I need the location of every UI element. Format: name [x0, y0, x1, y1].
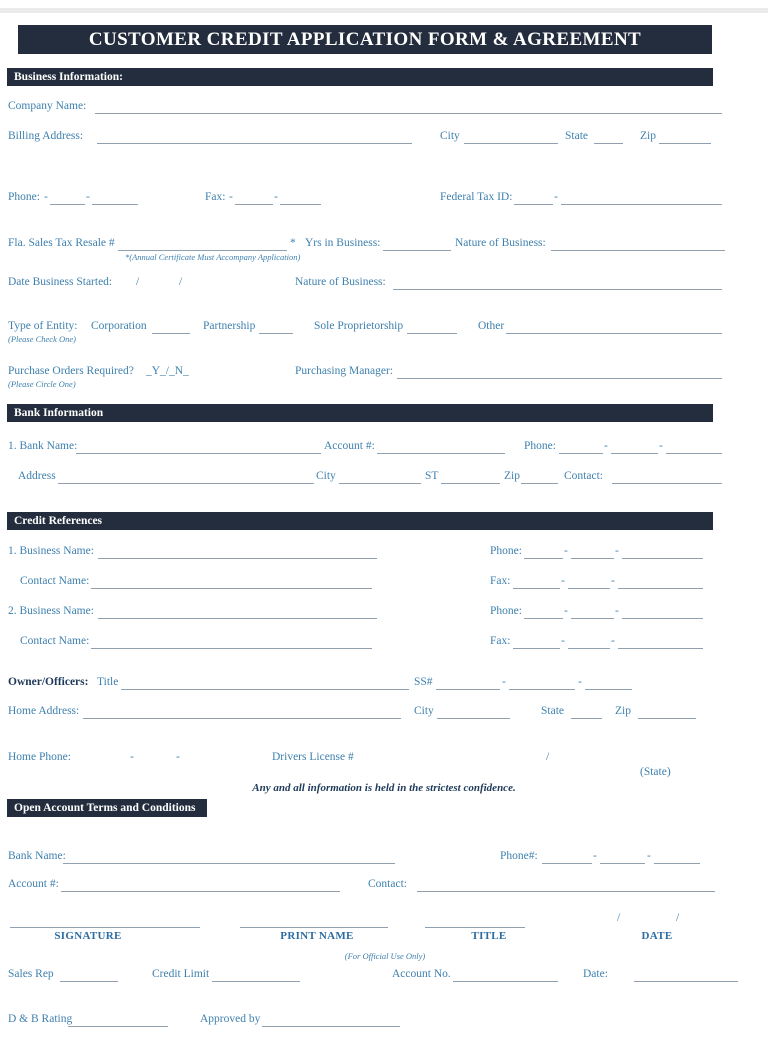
contact-name-2-input-line[interactable]: [91, 648, 372, 649]
title-caption: TITLE: [471, 930, 507, 942]
section-header-open-account-terms: Open Account Terms and Conditions: [7, 799, 207, 817]
official-use-row: [0, 951, 768, 968]
fla-resale-label: Fla. Sales Tax Resale #: [8, 237, 115, 249]
db-rating-input-line[interactable]: [68, 1026, 168, 1027]
city-label: City: [414, 705, 434, 717]
asterisk-mark: *: [290, 237, 296, 249]
phone-label: Phone:: [8, 191, 40, 203]
ref1-phone-input-line[interactable]: [622, 558, 703, 559]
ss-number-input-line[interactable]: [509, 689, 575, 690]
contact-label: Contact:: [564, 470, 603, 482]
slash-separator: /: [179, 276, 183, 288]
company-name-input-line[interactable]: [95, 113, 722, 114]
dash-separator: -: [564, 545, 568, 557]
credit-limit-input-line[interactable]: [212, 981, 300, 982]
page-title: CUSTOMER CREDIT APPLICATION FORM & AGREEMENT: [18, 25, 712, 54]
zip-input-line[interactable]: [659, 143, 711, 144]
dash-separator: -: [229, 191, 233, 203]
date-input-line[interactable]: [634, 981, 738, 982]
type-of-entity-label: Type of Entity:: [8, 320, 78, 332]
dash-separator: -: [44, 191, 48, 203]
bank-city-input-line[interactable]: [339, 483, 421, 484]
bank-phone-input-line[interactable]: [666, 453, 722, 454]
title-label: Title: [97, 676, 119, 688]
official-use-note: (For Official Use Only): [344, 951, 426, 961]
dash-separator: -: [611, 575, 615, 587]
other-label: Other: [478, 320, 505, 332]
phone-label: Phone:: [490, 545, 522, 557]
company-name-row: [0, 100, 768, 117]
date-caption: DATE: [641, 930, 673, 942]
bank-address-row: [0, 470, 768, 487]
ss-number-input-line[interactable]: [436, 689, 500, 690]
db-rating-row: [0, 1013, 768, 1030]
approved-by-input-line[interactable]: [262, 1026, 400, 1027]
signature-caption: SIGNATURE: [54, 930, 122, 942]
dash-separator: -: [561, 635, 565, 647]
city-input-line[interactable]: [464, 143, 558, 144]
credit-limit-label: Credit Limit: [152, 968, 210, 980]
slash-separator: /: [136, 276, 140, 288]
city-label: City: [316, 470, 336, 482]
section-header-credit-references: Credit References: [7, 512, 713, 530]
bank-zip-input-line[interactable]: [521, 483, 558, 484]
section-header-bank-information: Bank Information: [7, 404, 713, 422]
db-rating-label: D & B Rating: [8, 1013, 73, 1025]
scan-artifact-strip: [0, 8, 768, 13]
please-check-one-note: (Please Check One): [8, 334, 76, 344]
ss-number-label: SS#: [414, 676, 433, 688]
nature-of-business-label: Nature of Business:: [455, 237, 546, 249]
signature-labels-row: [0, 930, 768, 947]
bank-address-input-line[interactable]: [58, 483, 314, 484]
please-circle-one-note: (Please Circle One): [8, 379, 76, 389]
dash-separator: -: [564, 605, 568, 617]
billing-address-row: [0, 130, 768, 147]
ref2-fax-input-line[interactable]: [513, 648, 560, 649]
owner-officers-row: [0, 676, 768, 693]
fla-resale-input-line[interactable]: [118, 250, 287, 251]
bank-name-label: Bank Name:: [8, 850, 66, 862]
sales-rep-input-line[interactable]: [60, 981, 118, 982]
ref1-phone-input-line[interactable]: [571, 558, 614, 559]
ref2-fax-input-line[interactable]: [618, 648, 703, 649]
billing-address-input-line[interactable]: [97, 143, 412, 144]
open-phone-input-line[interactable]: [542, 863, 592, 864]
company-name-label: Company Name:: [8, 100, 87, 112]
state-input-line[interactable]: [594, 143, 623, 144]
yrs-in-business-input-line[interactable]: [383, 250, 451, 251]
home-address-row: [0, 705, 768, 722]
state-paren-label: (State): [640, 766, 671, 778]
billing-address-label: Billing Address:: [8, 130, 84, 142]
dash-separator: -: [561, 575, 565, 587]
federal-tax-id-input-line[interactable]: [561, 204, 722, 205]
contact-name-label: Contact Name:: [20, 575, 90, 587]
slash-separator: /: [546, 751, 550, 763]
dash-separator: -: [554, 191, 558, 203]
state-paren-row: [0, 766, 768, 783]
phone-input-line[interactable]: [50, 204, 85, 205]
address-label: Address: [18, 470, 56, 482]
corporation-label: Corporation: [91, 320, 147, 332]
open-bank-name-input-line[interactable]: [63, 863, 395, 864]
sales-rep-row: [0, 968, 768, 985]
owner-title-input-line[interactable]: [121, 689, 409, 690]
zip-label: Zip: [615, 705, 631, 717]
contact-name-1-input-line[interactable]: [91, 588, 372, 589]
section-header-business-information: Business Information:: [7, 68, 713, 86]
nature-of-business-input-line[interactable]: [551, 250, 725, 251]
phone-fax-taxid-row: [0, 191, 768, 208]
dash-separator: -: [593, 850, 597, 862]
contact-label: Contact:: [368, 878, 407, 890]
ref2-phone-input-line[interactable]: [524, 618, 563, 619]
dash-separator: -: [615, 545, 619, 557]
account-no-input-line[interactable]: [453, 981, 558, 982]
dash-separator: -: [130, 751, 134, 763]
home-state-input-line[interactable]: [571, 718, 602, 719]
account-number-label: Account #:: [8, 878, 59, 890]
business-name-1-label: 1. Business Name:: [8, 545, 94, 557]
city-label: City: [440, 130, 460, 142]
account-number-label: Account #:: [324, 440, 375, 452]
home-city-input-line[interactable]: [437, 718, 510, 719]
nature-of-business-input-line[interactable]: [393, 289, 722, 290]
bank-st-input-line[interactable]: [441, 483, 500, 484]
open-phone-input-line[interactable]: [654, 863, 700, 864]
phone-input-line[interactable]: [92, 204, 138, 205]
sales-rep-label: Sales Rep: [8, 968, 54, 980]
confidence-note: Any and all information is held in the strictest confidence.: [252, 782, 516, 794]
home-zip-input-line[interactable]: [638, 718, 696, 719]
ref1-phone-input-line[interactable]: [524, 558, 563, 559]
fax-label: Fax:: [205, 191, 226, 203]
bank-name-input-line[interactable]: [76, 453, 321, 454]
bank-phone-input-line[interactable]: [559, 453, 603, 454]
signature-lines-row: [0, 914, 768, 931]
home-address-label: Home Address:: [8, 705, 80, 717]
federal-tax-id-label: Federal Tax ID:: [440, 191, 513, 203]
phone-label: Phone:: [524, 440, 556, 452]
title-input-line[interactable]: [425, 927, 525, 928]
print-name-input-line[interactable]: [240, 927, 388, 928]
business-name-1-input-line[interactable]: [98, 558, 377, 559]
credit-ref-1-contact-row: [0, 575, 768, 592]
contact-name-label: Contact Name:: [20, 635, 90, 647]
account-number-input-line[interactable]: [377, 453, 505, 454]
open-account-bank-row: [0, 850, 768, 867]
dash-separator: -: [647, 850, 651, 862]
fax-label: Fax:: [490, 575, 511, 587]
open-phone-input-line[interactable]: [600, 863, 645, 864]
dash-separator: -: [176, 751, 180, 763]
phone-number-label: Phone#:: [500, 850, 538, 862]
date-started-row: [0, 276, 768, 293]
ref1-fax-input-line[interactable]: [513, 588, 560, 589]
dash-separator: -: [615, 605, 619, 617]
business-name-2-input-line[interactable]: [98, 618, 377, 619]
credit-ref-2-business-row: [0, 605, 768, 622]
account-no-label: Account No.: [392, 968, 451, 980]
open-account-number-row: [0, 878, 768, 895]
dash-separator: -: [604, 440, 608, 452]
annual-certificate-note-row: [0, 252, 768, 269]
bank-name-1-label: 1. Bank Name:: [8, 440, 78, 452]
date-business-started-label: Date Business Started:: [8, 276, 113, 288]
fax-label: Fax:: [490, 635, 511, 647]
fax-input-line[interactable]: [235, 204, 273, 205]
dash-separator: -: [502, 676, 506, 688]
state-label: State: [541, 705, 564, 717]
ref2-phone-input-line[interactable]: [571, 618, 614, 619]
drivers-license-label: Drivers License #: [272, 751, 354, 763]
ss-number-input-line[interactable]: [585, 689, 632, 690]
credit-ref-2-contact-row: [0, 635, 768, 652]
ref1-fax-input-line[interactable]: [568, 588, 610, 589]
bank-name-row: [0, 440, 768, 457]
slash-separator: /: [617, 912, 621, 924]
open-account-number-input-line[interactable]: [61, 891, 340, 892]
fax-input-line[interactable]: [280, 204, 321, 205]
credit-ref-1-business-row: [0, 545, 768, 562]
zip-label: Zip: [504, 470, 520, 482]
business-name-2-label: 2. Business Name:: [8, 605, 94, 617]
yes-no-choice[interactable]: _Y_/_N_: [146, 365, 189, 377]
federal-tax-id-input-line[interactable]: [514, 204, 553, 205]
ref1-fax-input-line[interactable]: [618, 588, 703, 589]
sole-proprietorship-label: Sole Proprietorship: [314, 320, 404, 332]
purchase-orders-label: Purchase Orders Required?: [8, 365, 134, 377]
approved-by-label: Approved by: [200, 1013, 261, 1025]
yrs-in-business-label: Yrs in Business:: [305, 237, 381, 249]
owner-officers-label: Owner/Officers:: [8, 676, 89, 688]
please-check-one-row: [0, 334, 768, 351]
state-label: State: [565, 130, 588, 142]
confidence-note-row: [0, 782, 768, 799]
open-contact-input-line[interactable]: [417, 891, 715, 892]
home-phone-label: Home Phone:: [8, 751, 71, 763]
dash-separator: -: [578, 676, 582, 688]
ref2-phone-input-line[interactable]: [622, 618, 703, 619]
nature-of-business-label: Nature of Business:: [295, 276, 386, 288]
home-address-input-line[interactable]: [83, 718, 401, 719]
print-name-caption: PRINT NAME: [280, 930, 354, 942]
phone-label: Phone:: [490, 605, 522, 617]
signature-input-line[interactable]: [10, 927, 200, 928]
dash-separator: -: [86, 191, 90, 203]
ref2-fax-input-line[interactable]: [568, 648, 610, 649]
please-circle-one-row: [0, 379, 768, 396]
slash-separator: /: [676, 912, 680, 924]
partnership-label: Partnership: [203, 320, 256, 332]
dash-separator: -: [659, 440, 663, 452]
st-label: ST: [425, 470, 439, 482]
bank-phone-input-line[interactable]: [611, 453, 658, 454]
date-label: Date:: [583, 968, 608, 980]
dash-separator: -: [274, 191, 278, 203]
zip-label: Zip: [640, 130, 656, 142]
annual-certificate-note: *(Annual Certificate Must Accompany Application): [125, 252, 301, 262]
purchasing-manager-label: Purchasing Manager:: [295, 365, 394, 377]
dash-separator: -: [611, 635, 615, 647]
bank-contact-input-line[interactable]: [612, 483, 722, 484]
